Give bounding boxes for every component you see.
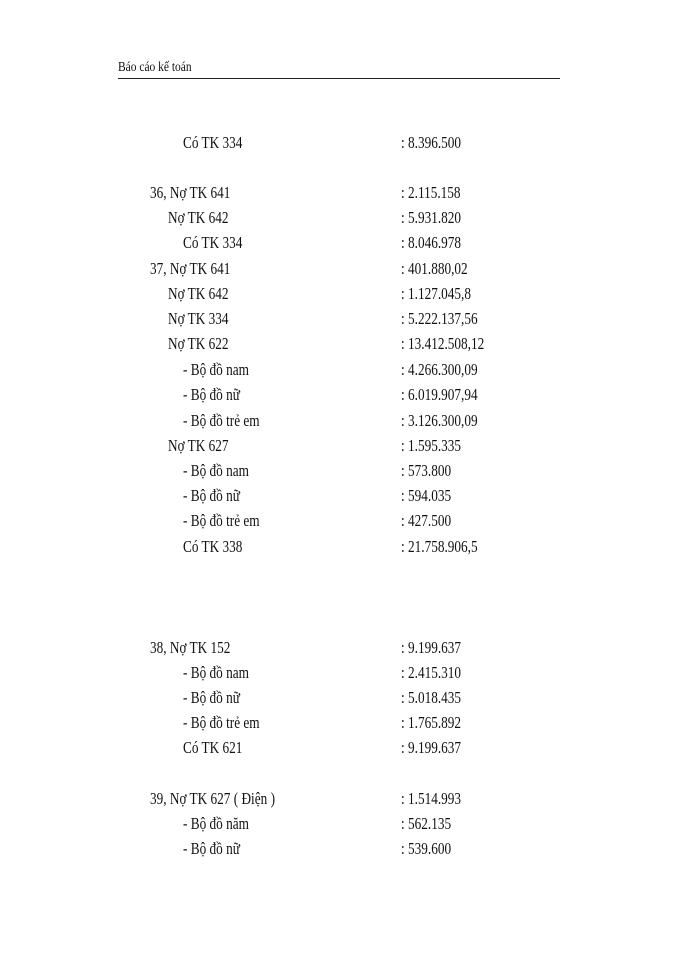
- entry-account: 36, Nợ TK 641: [150, 183, 231, 202]
- entry-value: : 1.595.335: [401, 436, 462, 455]
- entry-row: [0, 181, 700, 205]
- entry-account: - Bộ đồ trẻ em: [183, 411, 260, 430]
- entry-value: : 1.765.892: [401, 713, 462, 732]
- entry-account: 37, Nợ TK 641: [150, 259, 231, 278]
- entry-row: [0, 358, 700, 382]
- entry-row: [0, 332, 700, 356]
- entry-row: [0, 231, 700, 255]
- entry-value: : 5.018.435: [401, 688, 462, 707]
- entry-row: [0, 812, 700, 836]
- entry-row: [0, 307, 700, 331]
- entry-value: : 401.880,02: [401, 259, 468, 278]
- entry-account: 39, Nợ TK 627 ( Điện ): [150, 789, 275, 808]
- entry-account: Nợ TK 334: [168, 309, 229, 328]
- entry-row: [0, 383, 700, 407]
- entry-account: Nợ TK 622: [168, 334, 229, 353]
- entry-row: [0, 711, 700, 735]
- entry-value: : 1.514.993: [401, 789, 462, 808]
- entry-value: : 9.199.637: [401, 738, 462, 757]
- entry-row: [0, 661, 700, 685]
- entry-value: : 2.415.310: [401, 663, 462, 682]
- entry-account: - Bộ đồ nam: [183, 663, 249, 682]
- entry-value: : 427.500: [401, 511, 452, 530]
- entry-account: - Bộ đồ năm: [183, 814, 249, 833]
- entry-value: : 9.199.637: [401, 638, 462, 657]
- entry-value: : 562.135: [401, 814, 452, 833]
- entry-row: [0, 434, 700, 458]
- header-divider: [118, 78, 560, 79]
- entry-row: [0, 409, 700, 433]
- entry-account: 38, Nợ TK 152: [150, 638, 231, 657]
- entry-account: Có TK 334: [183, 133, 243, 152]
- entry-value: : 539.600: [401, 839, 452, 858]
- entry-account: Có TK 334: [183, 233, 243, 252]
- entry-value: : 5.931.820: [401, 208, 462, 227]
- entry-value: : 3.126.300,09: [401, 411, 478, 430]
- entry-value: : 6.019.907,94: [401, 385, 478, 404]
- entry-value: : 1.127.045,8: [401, 284, 471, 303]
- entry-value: : 2.115.158: [401, 183, 461, 202]
- entry-account: Có TK 338: [183, 537, 243, 556]
- entry-value: : 8.396.500: [401, 133, 462, 152]
- entry-row: [0, 509, 700, 533]
- entry-value: : 594.035: [401, 486, 452, 505]
- entry-value: : 4.266.300,09: [401, 360, 478, 379]
- entry-row: [0, 636, 700, 660]
- entry-account: - Bộ đồ trẻ em: [183, 713, 260, 732]
- entry-account: - Bộ đồ nam: [183, 360, 249, 379]
- entry-row: [0, 282, 700, 306]
- entry-row: [0, 736, 700, 760]
- entry-value: : 21.758.906,5: [401, 537, 478, 556]
- entry-account: - Bộ đồ nam: [183, 461, 249, 480]
- entry-account: Nợ TK 627: [168, 436, 229, 455]
- entry-row: [0, 787, 700, 811]
- entry-value: : 13.412.508,12: [401, 334, 485, 353]
- entry-row: [0, 206, 700, 230]
- entry-row: [0, 257, 700, 281]
- entry-account: Nợ TK 642: [168, 284, 229, 303]
- entry-account: - Bộ đồ nữ: [183, 839, 240, 858]
- entry-account: Nợ TK 642: [168, 208, 229, 227]
- entry-row: [0, 535, 700, 559]
- entry-row: [0, 837, 700, 861]
- entry-account: Có TK 621: [183, 738, 243, 757]
- entry-row: [0, 484, 700, 508]
- entry-value: : 8.046.978: [401, 233, 462, 252]
- entry-account: - Bộ đồ nữ: [183, 385, 240, 404]
- entry-row: [0, 459, 700, 483]
- entry-value: : 573.800: [401, 461, 452, 480]
- entry-account: - Bộ đồ trẻ em: [183, 511, 260, 530]
- entry-account: - Bộ đồ nữ: [183, 688, 240, 707]
- entry-row: [0, 686, 700, 710]
- page-header-title: Báo cáo kế toán: [118, 60, 192, 75]
- entry-row: [0, 131, 700, 155]
- entry-account: - Bộ đồ nữ: [183, 486, 240, 505]
- entry-value: : 5.222.137,56: [401, 309, 478, 328]
